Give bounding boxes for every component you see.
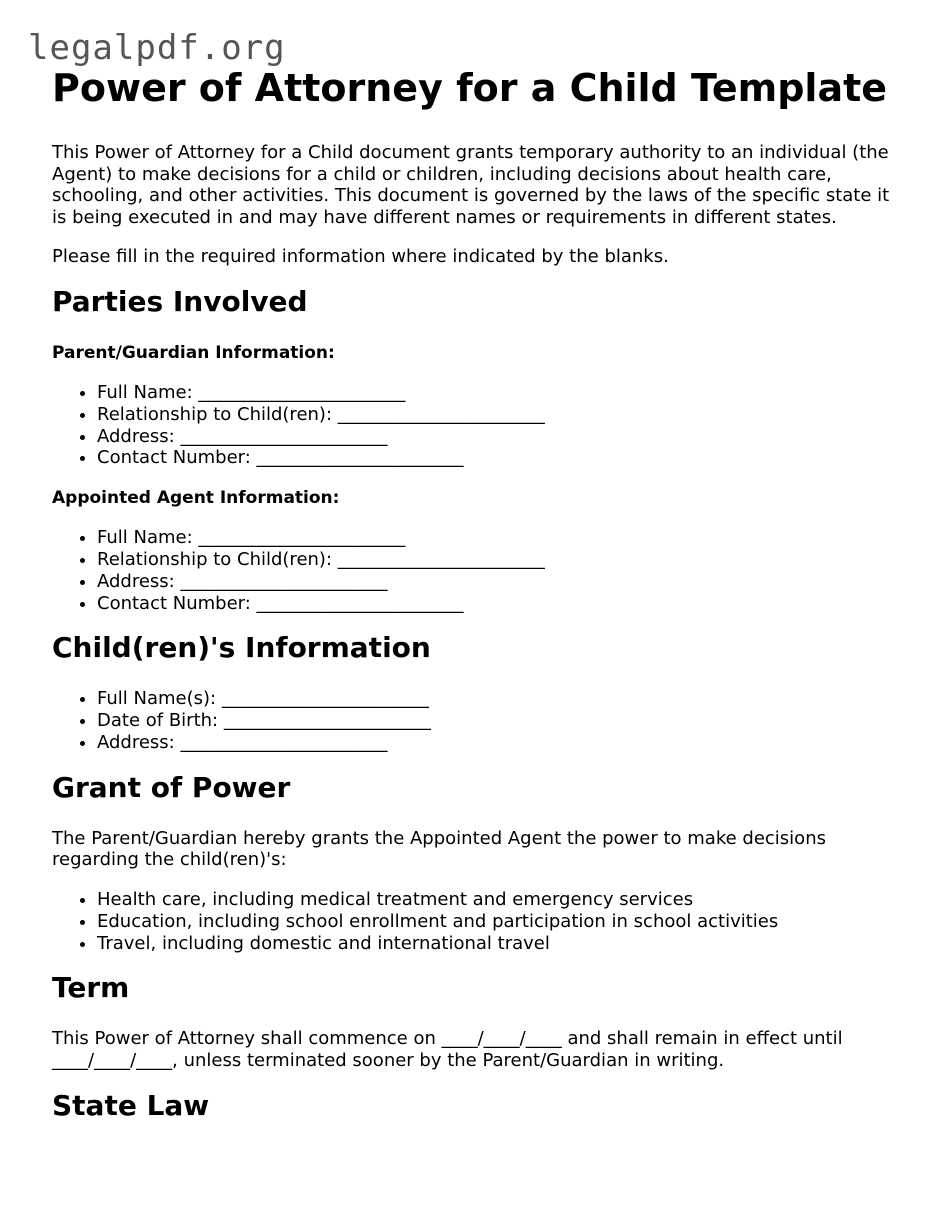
parent-contact-field[interactable]: • Contact Number: _______________________ xyxy=(97,447,902,469)
grant-list xyxy=(52,889,902,954)
parent-full-name-field[interactable]: • Full Name: _______________________ xyxy=(97,382,902,404)
agent-relationship-field[interactable]: • Relationship to Child(ren): _______________________ xyxy=(97,549,902,571)
watermark: legalpdf.org xyxy=(28,28,286,68)
agent-full-name-field[interactable]: • Full Name: _______________________ xyxy=(97,527,902,549)
child-dob-field[interactable]: • Date of Birth: _______________________ xyxy=(97,710,902,732)
grant-heading: Grant of Power xyxy=(52,770,291,804)
state-law-heading: State Law xyxy=(52,1088,210,1122)
agent-address-field[interactable]: • Address: _______________________ xyxy=(97,571,902,593)
grant-item-education: • Education, including school enrollment and participation in school activities xyxy=(97,911,902,933)
parent-info-list xyxy=(52,382,902,469)
document-page xyxy=(52,64,902,1146)
agent-info-heading: Appointed Agent Information: xyxy=(52,488,340,509)
children-heading: Child(ren)'s Information xyxy=(52,631,431,665)
parties-heading: Parties Involved xyxy=(52,284,308,318)
agent-contact-field[interactable]: • Contact Number: _______________________ xyxy=(97,593,902,615)
document-title: Power of Attorney for a Child Template xyxy=(52,66,888,110)
agent-info-list xyxy=(52,527,902,614)
parent-address-field[interactable]: • Address: _______________________ xyxy=(97,426,902,448)
child-address-field[interactable]: • Address: _______________________ xyxy=(97,732,902,754)
term-heading: Term xyxy=(52,971,130,1005)
children-info-list xyxy=(52,688,902,753)
instruction-paragraph: Please fill in the required information where indicated by the blanks. xyxy=(52,246,669,268)
term-paragraph[interactable]: This Power of Attorney shall commence on ____/____/____ and shall remain in effect until ____/____/____, unless terminated sooner by the Parent/Guardian in writing. xyxy=(52,1028,843,1071)
parent-info-heading: Parent/Guardian Information: xyxy=(52,342,335,363)
grant-item-travel: • Travel, including domestic and international travel xyxy=(97,933,902,955)
grant-paragraph: The Parent/Guardian hereby grants the Appointed Agent the power to make decisions regarding the child(ren)'s: xyxy=(52,827,826,871)
grant-item-health: • Health care, including medical treatment and emergency services xyxy=(97,889,902,911)
intro-paragraph: This Power of Attorney for a Child document grants temporary authority to an individual (the Agent) to make decisions for a child or children, including decisions about health care, schooling, and other activities. This document is governed by the laws of the specific state it is being executed in and may have different names or requirements in different states. xyxy=(52,142,890,228)
child-full-names-field[interactable]: • Full Name(s): _______________________ xyxy=(97,688,902,710)
parent-relationship-field[interactable]: • Relationship to Child(ren): _______________________ xyxy=(97,404,902,426)
